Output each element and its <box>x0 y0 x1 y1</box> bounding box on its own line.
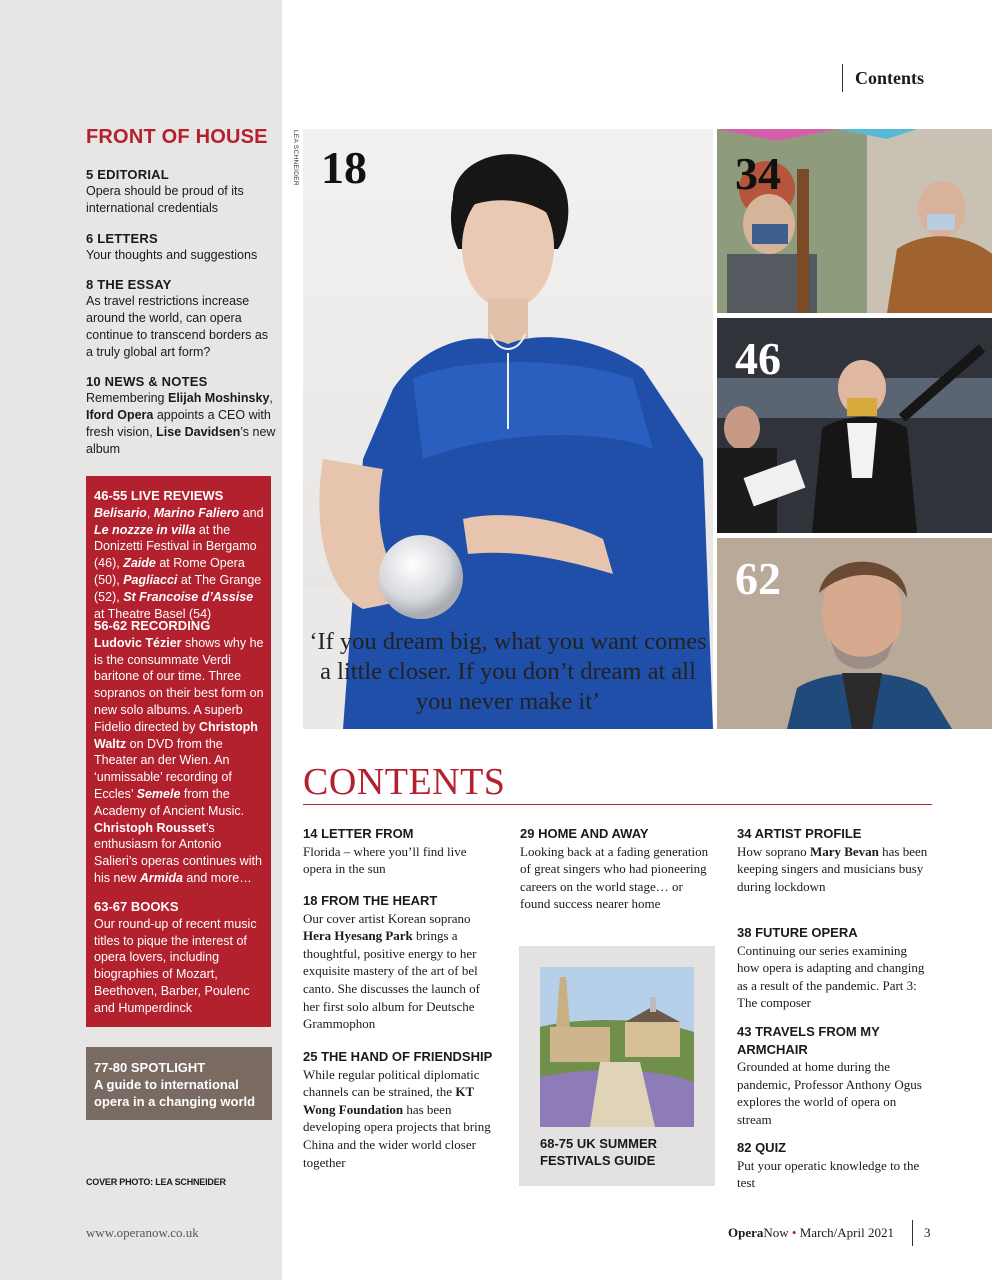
footer-brand-bold: Opera <box>728 1225 764 1240</box>
contents-title: CONTENTS <box>303 761 506 803</box>
spotlight-box[interactable] <box>86 1047 272 1120</box>
recording-text: Ludovic Tézier shows why he is the consummate Verdi baritone of our time. Three sopranos on their best form on new solo albums. A superb Fidelio directed by Christoph Waltz on DVD from the Theater an der Wien. An ‘unmissable’ recording of Eccles’ Semele from the Academy of Ancient Music. Christoph Rousset’s enthusiasm for Antonio Salieri’s operas continues with his new Armida and more… <box>94 635 264 885</box>
hand-of-friendship-text: While regular political diplomatic channels can be strained, the KT Wong Foundation has been developing opera projects that bring China and the wider world closer together <box>303 1066 491 1170</box>
quiz-head: 82 QUIZ <box>737 1140 787 1155</box>
letter-from-entry[interactable] <box>303 825 498 878</box>
quiz-entry[interactable] <box>737 1139 932 1192</box>
footer-issue <box>728 1225 894 1241</box>
essay-text: As travel restrictions increase around the world, can opera continue to transcend borders as a truly global art form? <box>86 294 269 359</box>
festivals-guide-label: 68-75 UK SUMMER FESTIVALS GUIDE <box>540 1136 658 1168</box>
letters-entry[interactable] <box>86 230 276 264</box>
books-head: 63-67 BOOKS <box>94 899 179 914</box>
artist-profile-entry[interactable] <box>737 825 932 895</box>
footer-divider <box>912 1220 913 1246</box>
footer-bullet: • <box>791 1225 797 1240</box>
contents-divider <box>303 804 932 805</box>
recording-entry[interactable] <box>94 618 266 887</box>
from-heart-entry[interactable] <box>303 892 498 1033</box>
books-entry[interactable] <box>94 899 266 1017</box>
cover-artist-photo <box>303 129 713 729</box>
spotlight-text: A guide to international opera in a changing world <box>94 1077 256 1109</box>
letters-text: Your thoughts and suggestions <box>86 248 258 262</box>
news-text: Remembering Elijah Moshinsky, Iford Opera appoints a CEO with fresh vision, Lise Davidsen’s new album <box>86 391 276 456</box>
live-reviews-entry[interactable] <box>94 488 266 622</box>
reviews-recording-books-box <box>86 476 271 1027</box>
home-away-head: 29 HOME AND AWAY <box>520 826 649 841</box>
footer-issue-date: March/April 2021 <box>799 1225 894 1240</box>
essay-head: 8 THE ESSAY <box>86 277 172 292</box>
recording-photo <box>717 538 992 729</box>
page-number-34: 34 <box>735 148 781 199</box>
future-opera-head: 38 FUTURE OPERA <box>737 925 858 940</box>
cover-photo-credit: COVER PHOTO: LEA SCHNEIDER <box>86 1177 226 1187</box>
travels-head: 43 TRAVELS FROM MY ARMCHAIR <box>737 1024 880 1057</box>
photo-credit: LEA SCHNEIDER <box>292 130 299 186</box>
home-away-entry[interactable] <box>520 825 715 913</box>
live-reviews-text: Belisario, Marino Faliero and Le nozzze in villa at the Donizetti Festival in Bergamo (46), Zaide at Rome Opera (50), Pagliacci at The Grange (52), St Francoise d’Assise at Theatre Basel (54) <box>94 505 264 621</box>
page-number-46: 46 <box>735 333 781 384</box>
footer-brand-rest: Now <box>763 1225 789 1240</box>
travels-entry[interactable] <box>737 1023 932 1129</box>
running-head: Contents <box>842 64 924 92</box>
letter-from-head: 14 LETTER FROM <box>303 826 414 841</box>
live-review-photo <box>717 318 992 533</box>
future-opera-entry[interactable] <box>737 924 932 1012</box>
artist-profile-head: 34 ARTIST PROFILE <box>737 826 862 841</box>
page-number-18: 18 <box>321 142 367 193</box>
quiz-text: Put your operatic knowledge to the test <box>737 1157 920 1191</box>
front-of-house-title: FRONT OF HOUSE <box>86 126 268 148</box>
page-number: 3 <box>924 1225 931 1240</box>
editorial-head: 5 EDITORIAL <box>86 167 169 182</box>
live-reviews-head: 46-55 LIVE REVIEWS <box>94 488 224 503</box>
festival-photo <box>540 967 694 1127</box>
travels-text: Grounded at home during the pandemic, Professor Anthony Ogus explores the world of opera on stream <box>737 1059 922 1127</box>
news-entry[interactable] <box>86 373 276 458</box>
future-opera-text: Continuing our series examining how opera is adapting and changing as a result of the pandemic. Part 3: The composer <box>737 942 925 1011</box>
hand-of-friendship-head: 25 THE HAND OF FRIENDSHIP <box>303 1049 493 1064</box>
church-garden-illustration <box>540 967 694 1127</box>
letter-from-text: Florida – where you’ll find live opera in the sun <box>303 843 467 877</box>
essay-entry[interactable] <box>86 276 276 361</box>
artist-profile-photo <box>717 129 992 313</box>
from-heart-head: 18 FROM THE HEART <box>303 893 438 908</box>
footer-url[interactable]: www.operanow.co.uk <box>86 1225 199 1240</box>
spotlight-head: 77-80 SPOTLIGHT <box>94 1060 206 1075</box>
recording-head: 56-62 RECORDING <box>94 618 211 633</box>
festivals-guide-box[interactable] <box>519 946 715 1186</box>
letters-head: 6 LETTERS <box>86 231 158 246</box>
news-head: 10 NEWS & NOTES <box>86 374 208 389</box>
pull-quote: ‘If you dream big, what you want comes a little closer. If you don’t dream at all you never make it’ <box>309 628 707 715</box>
from-heart-text: Our cover artist Korean soprano Hera Hyesang Park brings a thoughtful, positive energy to her exquisite mastery of the art of bel canto. She discusses the launch of her first solo album for Deutsche Grammophon <box>303 910 480 1032</box>
hand-of-friendship-entry[interactable] <box>303 1048 498 1171</box>
editorial-text: Opera should be proud of its international credentials <box>86 184 244 215</box>
page-number-62: 62 <box>735 553 781 604</box>
artist-profile-text: How soprano Mary Bevan has been keeping singers and musicians busy during lockdown <box>737 843 928 894</box>
home-away-text: Looking back at a fading generation of great singers who had pioneering careers on the world stage… or found success nearer home <box>520 843 709 912</box>
books-text: Our round-up of recent music titles to pique the interest of opera lovers, including biographies of Mozart, Beethoven, Barber, Poulenc and Humperdinck <box>94 916 257 1015</box>
editorial-entry[interactable] <box>86 166 276 217</box>
